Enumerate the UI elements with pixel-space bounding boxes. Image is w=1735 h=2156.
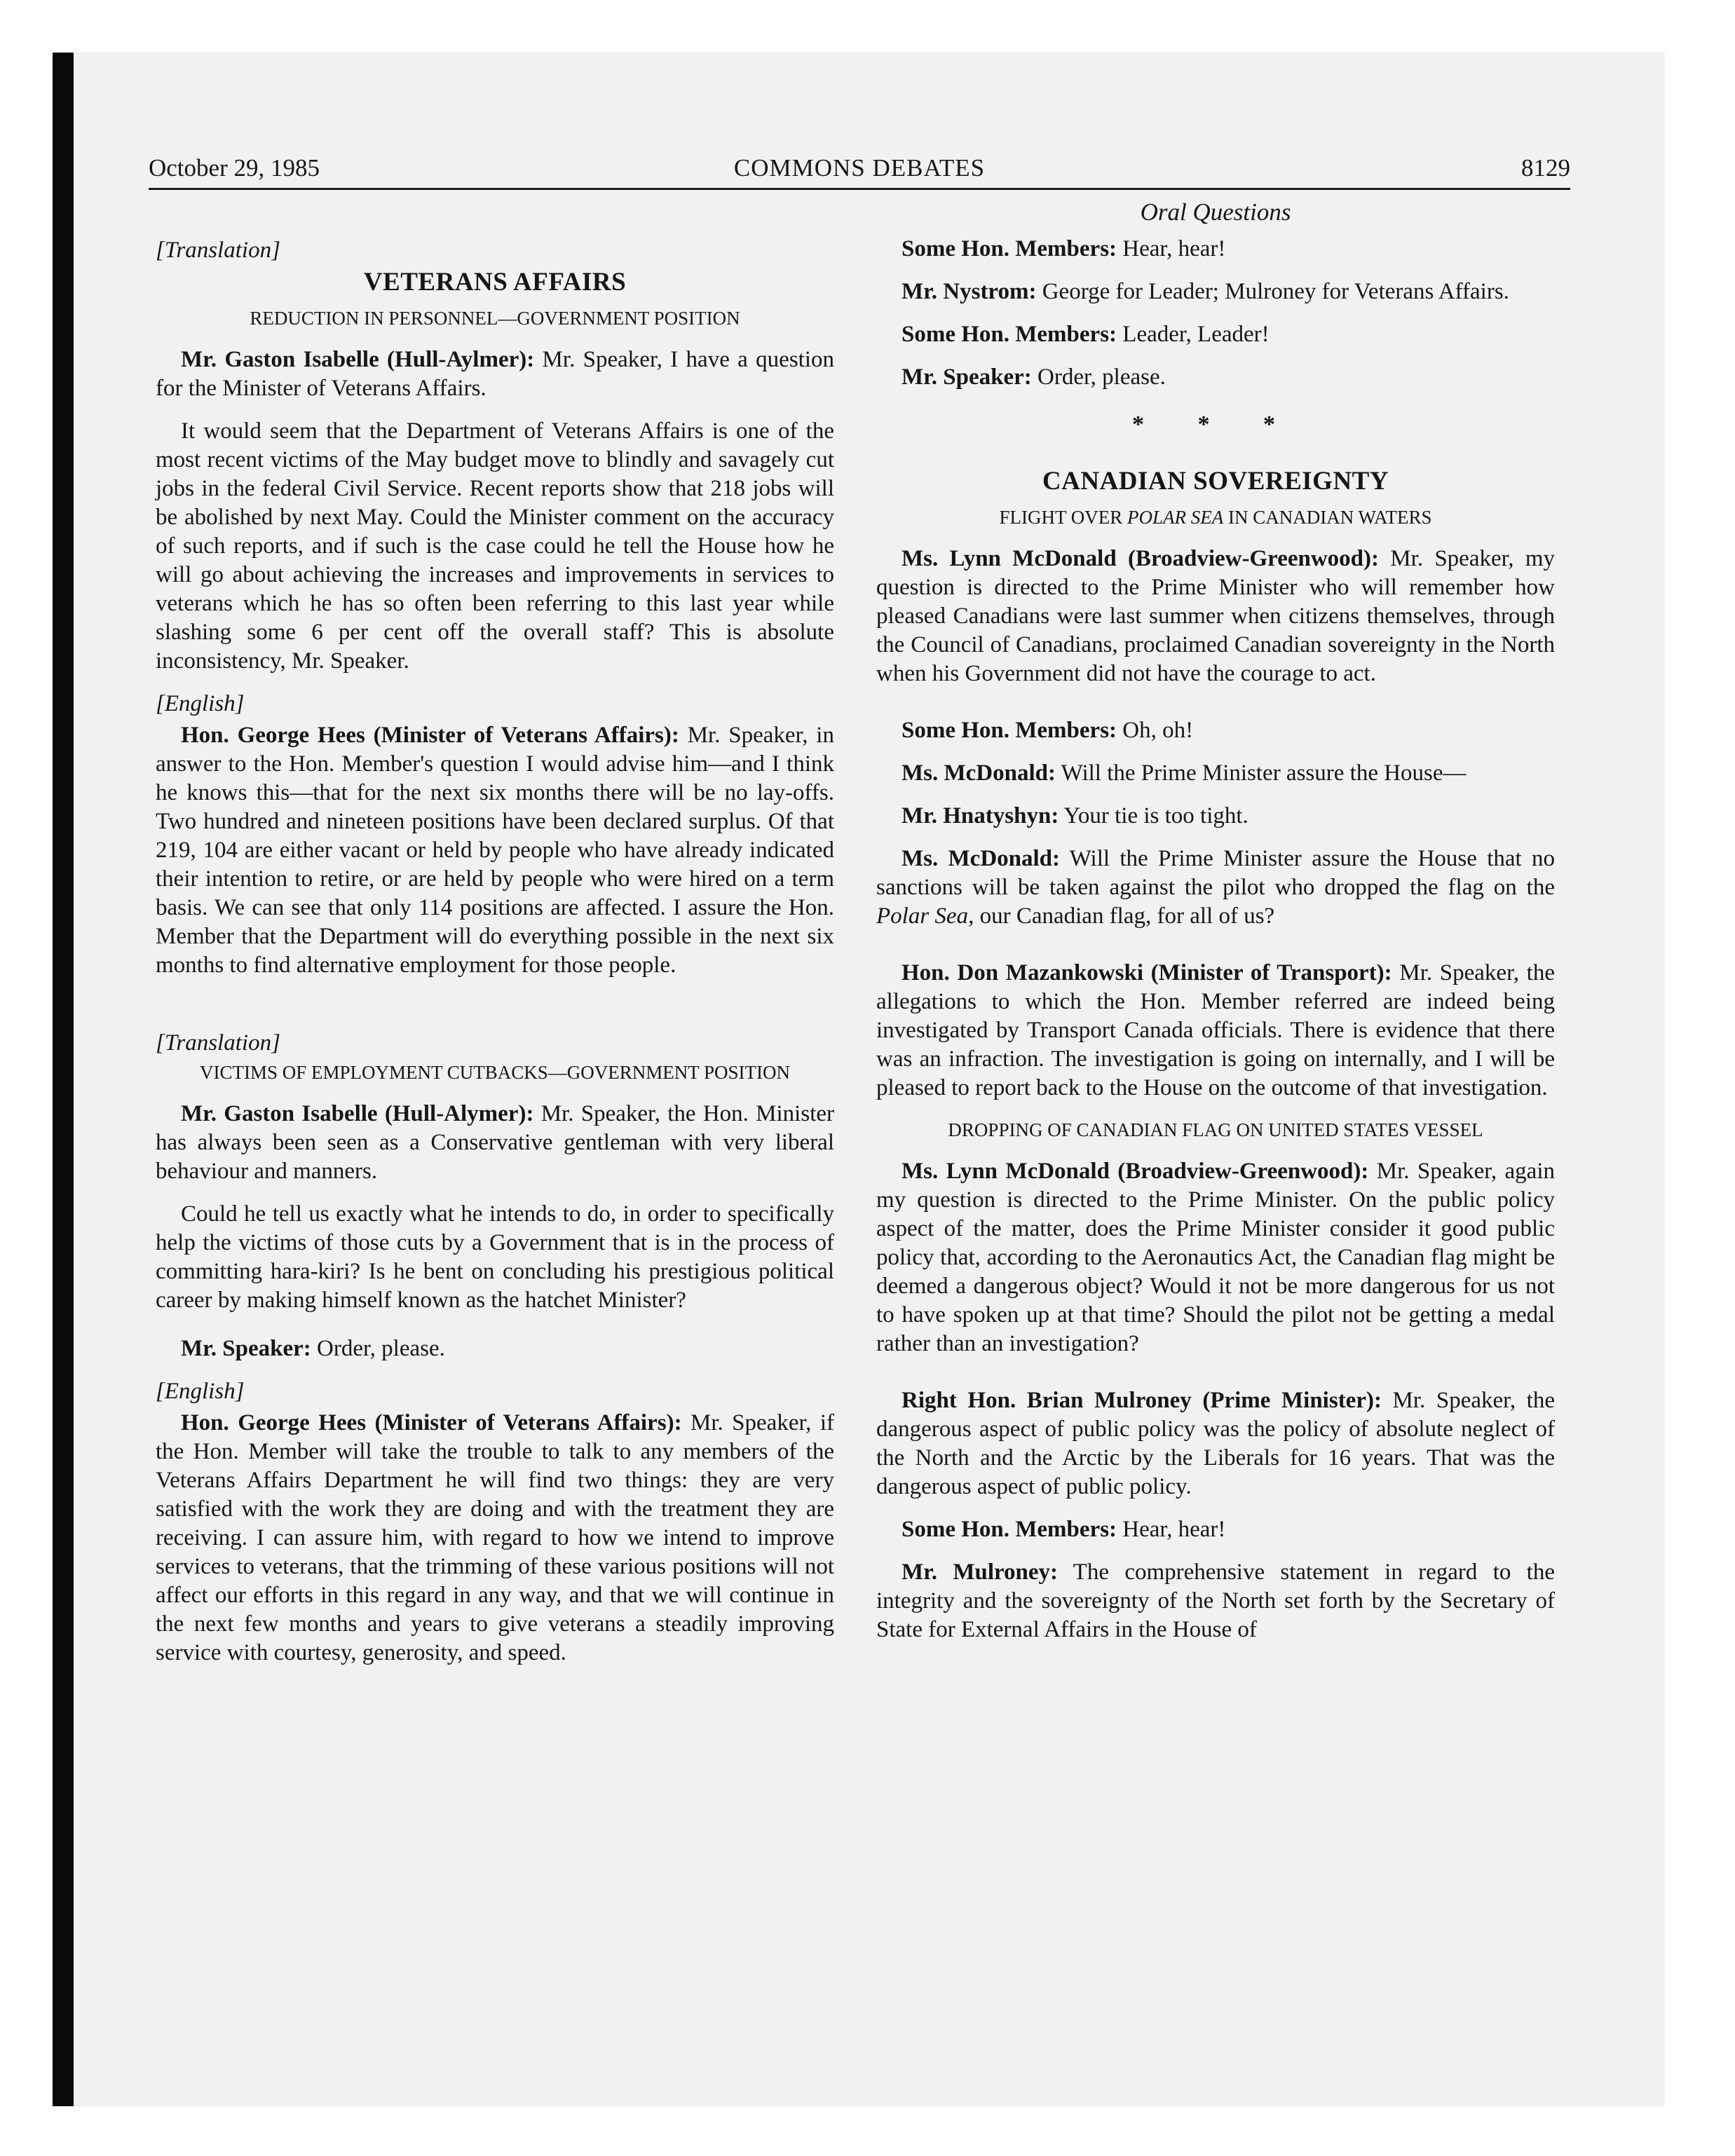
speech-text: Mr. Speaker, I have a question for the Minister of Veterans Affairs. (156, 347, 834, 401)
speech-text: Mr. Speaker, the Hon. Minister has always been seen as a Conservative gentleman with very liberal behaviour and manners. (156, 1101, 834, 1184)
section-separator: * * * (1132, 411, 1299, 437)
speech-paragraph (876, 235, 1555, 264)
speech-paragraph (876, 716, 1555, 745)
speech-paragraph (876, 959, 1555, 1103)
speech-paragraph (156, 1335, 834, 1363)
left-column (156, 200, 834, 1681)
speech-paragraph (156, 1100, 834, 1186)
speaker-name: Some Hon. Members: (901, 236, 1117, 261)
speech-text: Mr. Speaker, my question is directed to the Prime Minister who will remember how pleased Canadians were last summer when citizens themselves, through the Council of Canadians, proclaimed Canadian sovereignty in the North when his Government did not have the courage to act. (876, 546, 1555, 686)
speech-paragraph: It would seem that the Department of Veterans Affairs is one of the most recent victims of the May budget move to blindly and savagely cut jobs in the federal Civil Service. Recent reports show that 218 jobs will be abolished by next May. Could the Minister comment on the accuracy of such reports, and if such is the case could he tell the House how he will go about achieving the increases and improvements in services to veterans which he has so often been referring to this last year while slashing some 6 per cent off the overall staff? This is absolute inconsistency, Mr. Speaker. (156, 418, 834, 674)
speaker-name: Mr. Gaston Isabelle (Hull-Aylmer): (181, 347, 535, 372)
speech-text: Mr. Speaker, the dangerous aspect of public policy was the policy of absolute neglect of the North and the Arctic by the Liberals for 16 years. That was the dangerous aspect of public policy. (876, 1388, 1555, 1499)
speech-text: Will the Prime Minister assure the House— (1055, 760, 1467, 786)
speaker-name: Mr. Gaston Isabelle (Hull-Alymer): (181, 1101, 534, 1126)
vessel-name: Polar Sea, (876, 903, 974, 929)
speech-paragraph (876, 363, 1555, 392)
speaker-name: Ms. McDonald: (901, 760, 1056, 786)
speech-paragraph (876, 1157, 1555, 1358)
speech-paragraph (876, 278, 1555, 306)
speech-paragraph (876, 1386, 1555, 1501)
speech-text: Order, please. (1031, 364, 1166, 390)
speaker-name: Mr. Nystrom: (901, 279, 1037, 304)
speech-paragraph (876, 320, 1555, 349)
speech-paragraph (876, 1515, 1555, 1544)
subheading (876, 505, 1555, 529)
speech-text: Hear, hear! (1117, 236, 1226, 261)
speaker-name: Mr. Hnatyshyn: (901, 803, 1059, 828)
speech-text: Order, please. (311, 1336, 445, 1361)
speech-paragraph (876, 759, 1555, 788)
speech-text: Hear, hear! (1117, 1517, 1226, 1542)
subheading: VICTIMS OF EMPLOYMENT CUTBACKS—GOVERNMENT POSITION (199, 1062, 791, 1083)
subheading: DROPPING OF CANADIAN FLAG ON UNITED STATES VESSEL (948, 1119, 1483, 1140)
vessel-name: POLAR SEA (1127, 507, 1224, 528)
subheading: REDUCTION IN PERSONNEL—GOVERNMENT POSITION (250, 308, 740, 329)
speech-paragraph (876, 802, 1555, 831)
section-title: CANADIAN SOVEREIGNTY (1042, 467, 1389, 496)
speech-text: The comprehensive statement in regard to the integrity and the sovereignty of the North set forth by the Secretary of State for External Affairs in the House of (876, 1560, 1555, 1642)
right-column (876, 198, 1555, 1658)
speech-text: George for Leader; Mulroney for Veterans Affairs. (1036, 279, 1509, 304)
speech-paragraph (876, 845, 1555, 931)
speaker-name: Ms. McDonald: (901, 846, 1061, 871)
speaker-name: Some Hon. Members: (901, 322, 1117, 347)
speech-text: Will the Prime Minister assure the House that no sanctions will be taken against the pilot who dropped the flag on the (876, 846, 1555, 900)
speech-paragraph: Could he tell us exactly what he intends to do, in order to specifically help the victims of those cuts by a Government that is in the process of committing hara-kiri? Is he bent on concluding his prestigious political career by making himself known as the hatchet Minister? (156, 1201, 834, 1313)
language-note: [English] (156, 691, 245, 716)
binding-edge (53, 53, 74, 2106)
header-publication-title: COMMONS DEBATES (733, 154, 986, 182)
language-note: [Translation] (156, 238, 280, 263)
subheading-text: FLIGHT OVER (999, 507, 1127, 528)
speaker-name: Mr. Speaker: (181, 1336, 311, 1361)
speaker-name: Ms. Lynn McDonald (Broadview-Greenwood): (901, 1159, 1369, 1184)
speaker-name: Ms. Lynn McDonald (Broadview-Greenwood): (901, 546, 1380, 571)
header-page-number: 8129 (1521, 154, 1570, 182)
speaker-name: Some Hon. Members: (901, 1517, 1117, 1542)
speech-text: Mr. Speaker, if the Hon. Member will take the trouble to talk to any members of the Veterans Affairs Department he will find two things: they are very satisfied with the work they are doing and with the treatment they are receiving. I can assure him, with regard to how we intend to improve services to veterans, that the trimming of these various positions will not affect our efforts in this regard in any way, and that we will continue in the next few months and years to give veterans a steadily improving service with courtesy, generosity, and speed. (156, 1410, 834, 1665)
speaker-name: Hon. George Hees (Minister of Veterans Affairs): (181, 723, 679, 748)
speech-text: Leader, Leader! (1117, 322, 1270, 347)
subheading-text: IN CANADIAN WATERS (1223, 507, 1432, 528)
speech-text: Oh, oh! (1117, 718, 1194, 743)
speech-paragraph (156, 346, 834, 403)
speech-text: Your tie is too tight. (1059, 803, 1248, 828)
speaker-name: Hon. George Hees (Minister of Veterans Affairs): (181, 1410, 682, 1435)
speech-paragraph (156, 721, 834, 980)
language-note: [English] (156, 1379, 245, 1404)
speech-paragraph (876, 545, 1555, 688)
speech-text: Mr. Speaker, the allegations to which the Hon. Member referred are indeed being investigated by Transport Canada officials. There is evidence that there was an infraction. The investigation is going on internally, and I will be pleased to report back to the House on the outcome of that investigation. (876, 960, 1555, 1100)
running-head: Oral Questions (1140, 198, 1291, 226)
speaker-name: Some Hon. Members: (901, 718, 1117, 743)
language-note: [Translation] (156, 1030, 280, 1056)
page-header (149, 149, 1570, 190)
speech-paragraph (876, 1558, 1555, 1644)
speech-text: Mr. Speaker, again my question is directed to the Prime Minister. On the public policy aspect of the matter, does the Prime Minister consider it good public policy that, according to the Aeronautics Act, the Canadian flag might be deemed a dangerous object? Would it not be more dangerous for us not to have spoken up at that time? Should the pilot not be getting a medal rather than an investigation? (876, 1159, 1555, 1356)
section-title: VETERANS AFFAIRS (363, 268, 627, 296)
speaker-name: Right Hon. Brian Mulroney (Prime Minister): (901, 1388, 1382, 1413)
speech-paragraph (156, 1409, 834, 1667)
speaker-name: Mr. Mulroney: (901, 1560, 1059, 1585)
header-date: October 29, 1985 (149, 154, 320, 182)
speaker-name: Mr. Speaker: (901, 364, 1032, 390)
speech-text: Mr. Speaker, in answer to the Hon. Member's question I would advise him—and I think he knows this—that for the next six months there will be no lay-offs. Two hundred and nineteen positions have been declared surplus. Of that 219, 104 are either vacant or held by people who have already indicated their intention to retire, or are held by people who were hired on a term basis. We can see that only 114 positions are affected. I assure the Hon. Member that the Department will do everything possible in the next six months to find alternative employment for those people. (156, 723, 834, 978)
speaker-name: Hon. Don Mazankowski (Minister of Transport): (901, 960, 1392, 985)
speech-text: our Canadian flag, for all of us? (974, 903, 1275, 929)
